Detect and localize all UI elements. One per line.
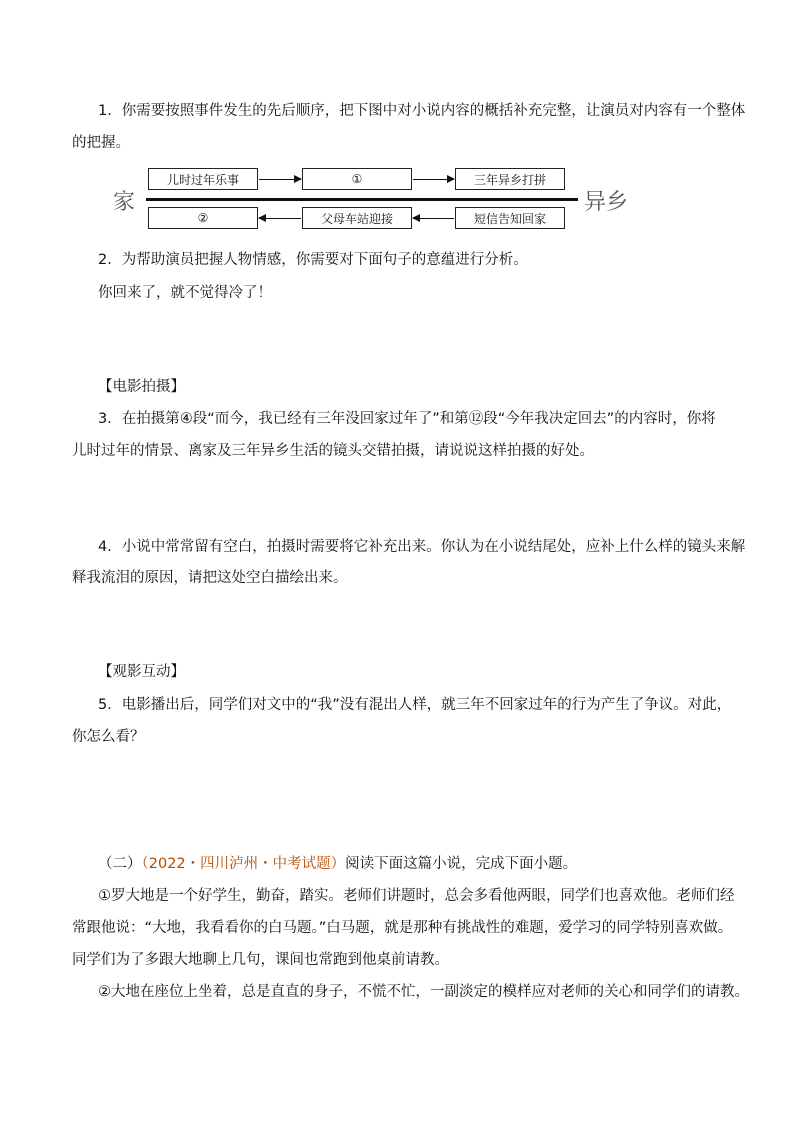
question-3-line-2: 儿时过年的情景、离家及三年异乡生活的镜头交错拍摄，请说说这样拍摄的好处。 bbox=[72, 443, 594, 459]
diagram-box-blank-2: ② bbox=[148, 207, 258, 229]
question-3-line-1: 3．在拍摄第④段“而今，我已经有三年没回家过年了”和第⑫段“今年我决定回去”的内容时，你将 bbox=[98, 411, 716, 427]
diagram-box-text-message: 短信告知回家 bbox=[455, 207, 565, 229]
arrow-right-2 bbox=[413, 179, 454, 180]
question-5-line-2: 你怎么看？ bbox=[72, 729, 145, 745]
story-paragraph-1-line-2: 常跟他说：“大地，我看看你的白马题。”白马题，就是那种有挑战性的难题，爱学习的同学特别喜欢做。 bbox=[72, 920, 733, 936]
question-2-line-1: 2．为帮助演员把握人物情感，你需要对下面句子的意蕴进行分析。 bbox=[98, 252, 528, 268]
arrow-left-1 bbox=[259, 218, 301, 219]
question-1-line-1: 1．你需要按照事件发生的先后顺序，把下图中对小说内容的概括补充完整，让演员对内容有一个整体 bbox=[98, 103, 746, 119]
story-paragraph-2-line-1: ②大地在座位上坐着，总是直直的身子，不慌不忙，一副淡定的模样应对老师的关心和同学们的请教。 bbox=[98, 984, 749, 1000]
arrow-right-1 bbox=[259, 179, 301, 180]
part-two-heading bbox=[98, 854, 758, 874]
question-4-line-1: 4．小说中常常留有空白，拍摄时需要将它补充出来。你认为在小说结尾处，应补上什么样的镜头来解 bbox=[98, 539, 746, 555]
question-2-quote: 你回来了，就不觉得冷了！ bbox=[98, 285, 272, 301]
diagram-abroad-label: 异乡 bbox=[584, 190, 629, 215]
arrow-left-2 bbox=[413, 218, 454, 219]
diagram-main-axis bbox=[146, 198, 578, 201]
diagram-home-label: 家 bbox=[113, 190, 136, 215]
section-film-shooting: 【电影拍摄】 bbox=[98, 379, 185, 395]
question-1-line-2: 的把握。 bbox=[72, 135, 130, 151]
diagram-box-parents-meet: 父母车站迎接 bbox=[302, 207, 412, 229]
diagram-box-childhood: 儿时过年乐事 bbox=[148, 168, 258, 190]
diagram-box-working-abroad: 三年异乡打拼 bbox=[455, 168, 565, 190]
part-two-prefix: （二） bbox=[98, 856, 142, 872]
diagram-box-blank-1: ① bbox=[302, 168, 412, 190]
question-5-line-1: 5．电影播出后，同学们对文中的“我”没有混出人样，就三年不回家过年的行为产生了争议。对此， bbox=[98, 697, 732, 713]
part-two-source: （2022・四川泸州・中考试题） bbox=[141, 856, 346, 872]
question-4-line-2: 释我流泪的原因，请把这处空白描绘出来。 bbox=[72, 570, 348, 586]
part-two-instruction: 阅读下面这篇小说，完成下面小题。 bbox=[345, 856, 578, 872]
story-paragraph-1-line-1: ①罗大地是一个好学生，勤奋，踏实。老师们讲题时，总会多看他两眼，同学们也喜欢他。老师们经 bbox=[98, 888, 735, 904]
story-paragraph-1-line-3: 同学们为了多跟大地聊上几句，课间也常跑到他桌前请教。 bbox=[72, 952, 449, 968]
section-viewing-interaction: 【观影互动】 bbox=[98, 664, 185, 680]
